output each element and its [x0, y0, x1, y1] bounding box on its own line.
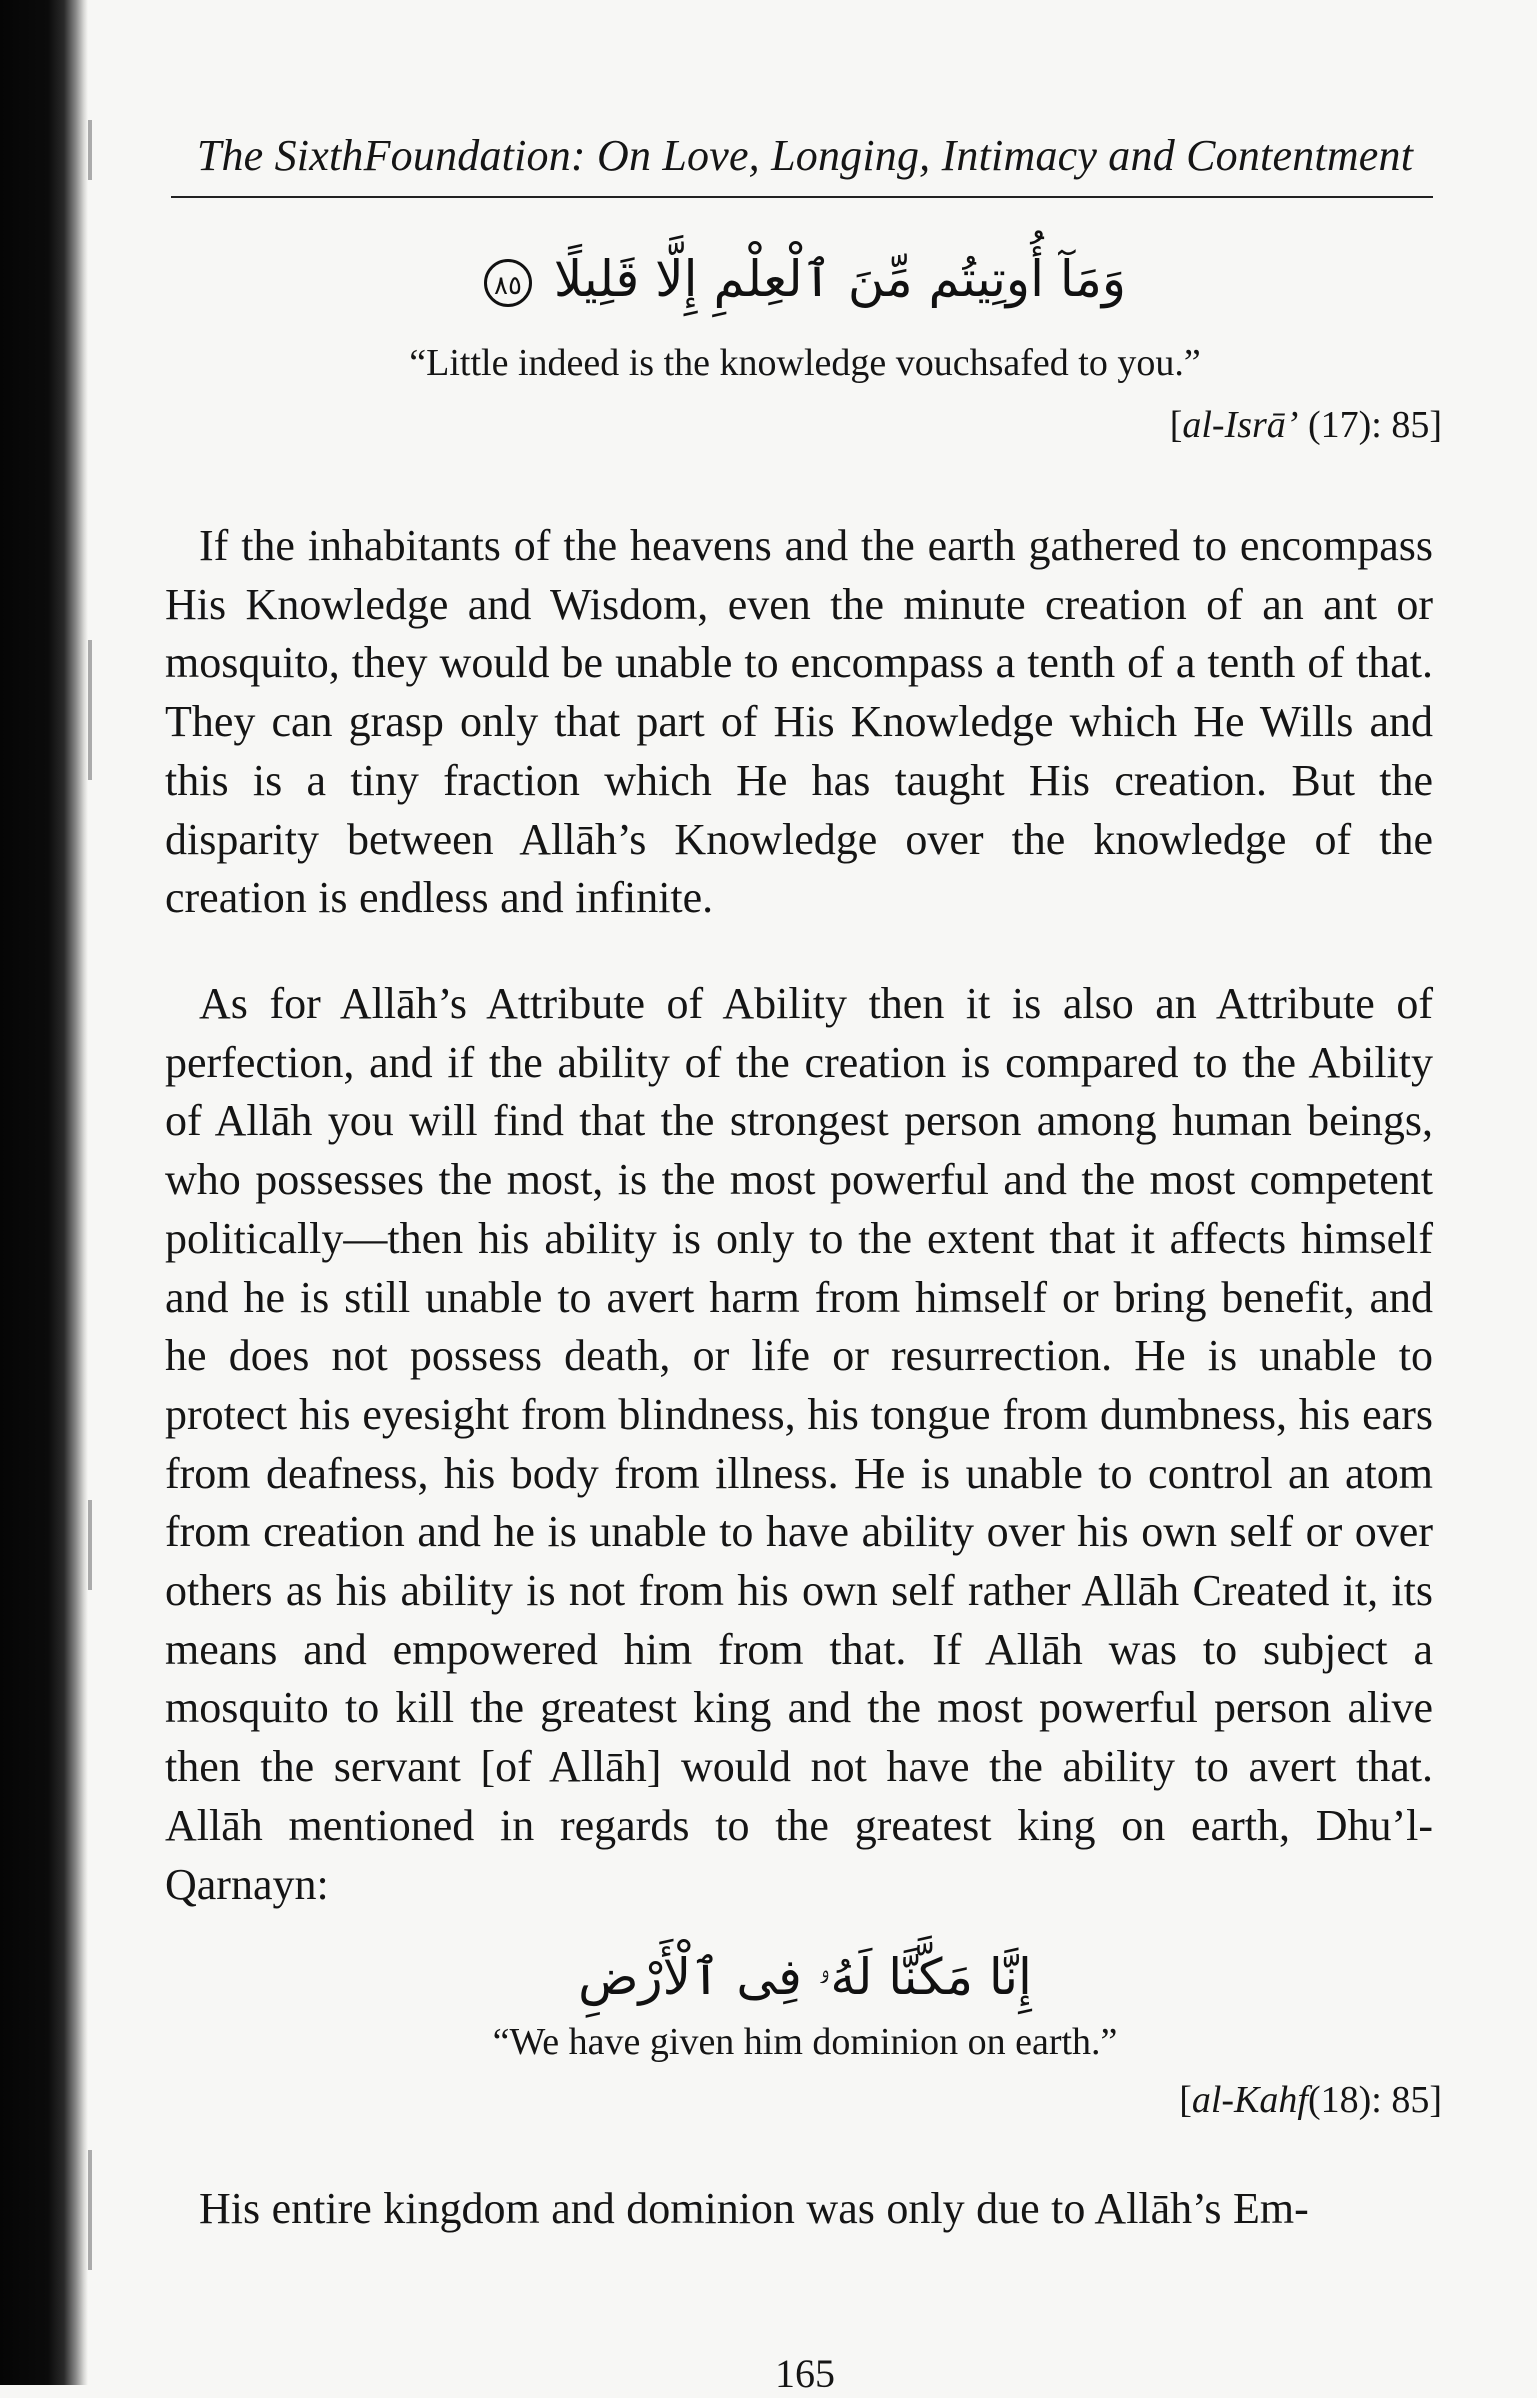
verse-1-reference: [al-Isrā’ (17): 85]: [1169, 404, 1442, 446]
verse-1-translation: “Little indeed is the knowledge vouchsafed to you.”: [409, 342, 1201, 384]
verse-2-surah: al-Kahf: [1191, 2079, 1308, 2121]
body-paragraph-ability: As for Allāh’s Attribute of Ability then it is also an Attribute of perfection, and if the ability of the creation is compared to the Ability of Allāh you will find that the strongest person among human beings, who possesses the most, is the most powerful and the most competent politically—then his ability is only to the extent that it affects himself and he is still unable to avert harm from himself or bring benefit, and he does not possess death, or life or resurrection. He is unable to protect his eyesight from blindness, his tongue from dumbness, his ears from deafness, his body from illness. He is unable to control an atom from creation and he is unable to have ability over his own self or over others as his ability is not from his own self rather Allāh Created it, its means and empowered him from that. If Allāh was to subject a mosquito to kill the greatest king and the most powerful person alive then the servant [of Allāh] would not have the ability to avert that. Allāh mentioned in regards to the greatest king on earth, Dhu’l-Qarnayn:: [165, 979, 1433, 1909]
ayah-number-marker: ٨٥: [484, 259, 532, 307]
arabic-verse-1: [165, 240, 1445, 318]
arabic-verse-2-text: إِنَّا مَكَّنَّا لَهُۥ فِى ٱلْأَرْضِ: [578, 1948, 1032, 2006]
verse-2-reference: [al-Kahf(18): 85]: [1179, 2079, 1442, 2121]
running-head: The SixthFoundation: On Love, Longing, Intimacy and Contentment: [196, 131, 1414, 180]
book-page: [165, 0, 1445, 2396]
binding-shadow: [0, 0, 88, 2385]
page-number: 165: [775, 2351, 835, 2396]
verse-2-translation: “We have given him dominion on earth.”: [492, 2021, 1118, 2063]
binding-speck: [88, 640, 92, 780]
verse-1-numbers: (17): 85]: [1307, 404, 1442, 446]
arabic-verse-1-text: وَمَآ أُوتِيتُم مِّنَ ٱلْعِلْمِ إِلَّا قَلِيلًا: [553, 250, 1127, 308]
verse-2-numbers: (18): 85]: [1307, 2079, 1442, 2121]
arabic-verse-2: [165, 1938, 1445, 2016]
body-paragraph-dominion: His entire kingdom and dominion was only due to Allāh’s Em-: [199, 2184, 1309, 2233]
binding-speck: [88, 120, 92, 180]
verse-1-surah: al-Isrā’: [1182, 404, 1299, 446]
binding-speck: [88, 1500, 92, 1590]
body-paragraph-knowledge: If the inhabitants of the heavens and the earth gathered to encompass His Knowledge and Wisdom, even the minute creation of an ant or mosquito, they would be unable to encompass a tenth of a tenth of that. They can grasp only that part of His Knowledge which He Wills and this is a tiny fraction which He has taught His creation. But the disparity between Allāh’s Knowledge over the knowledge of the creation is endless and infinite.: [165, 521, 1433, 923]
header-rule: [171, 196, 1433, 198]
binding-speck: [88, 2150, 92, 2270]
